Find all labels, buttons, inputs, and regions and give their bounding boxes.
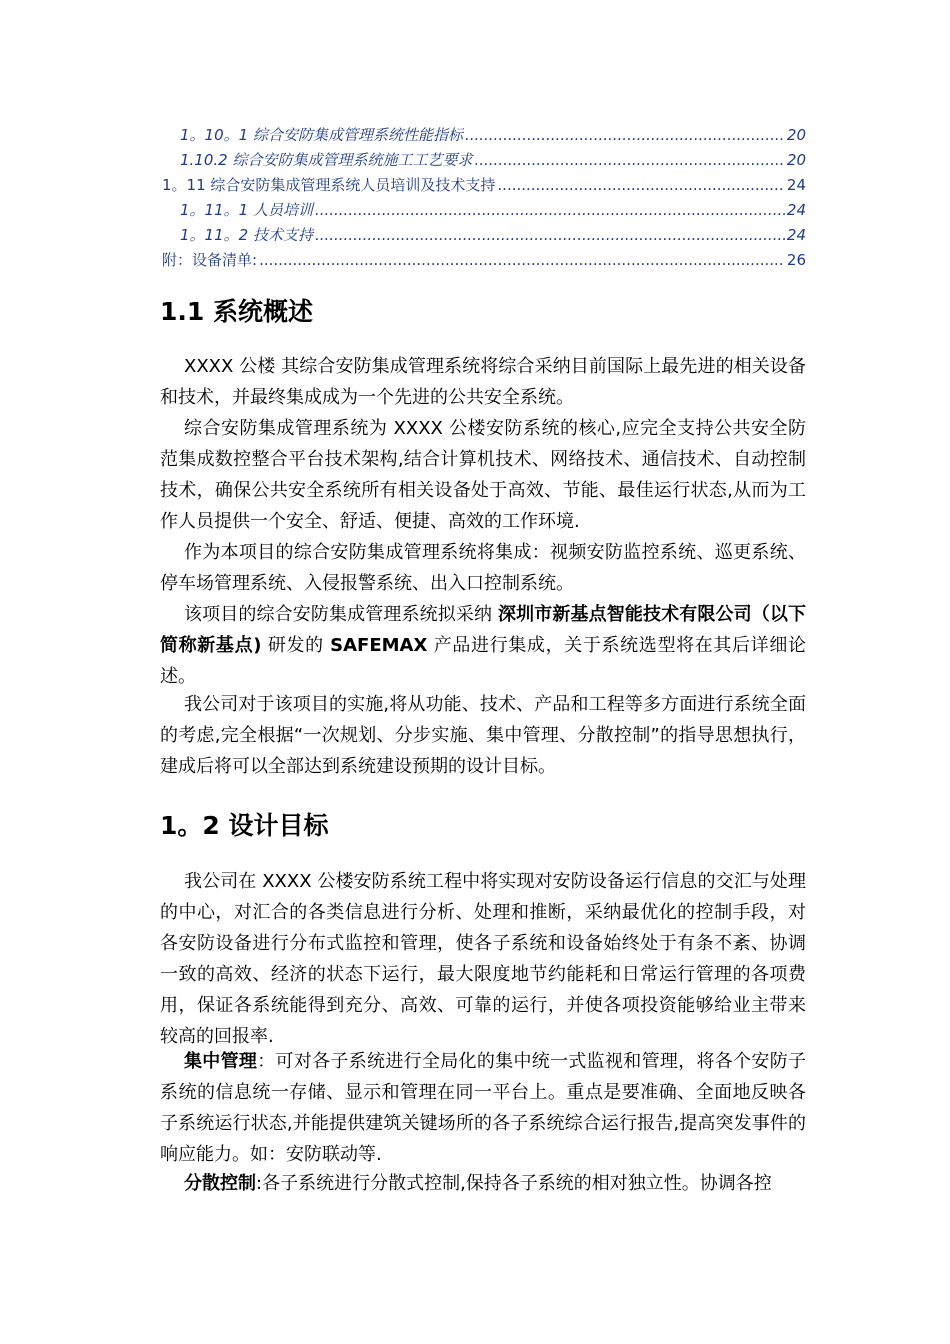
toc-entry[interactable]	[162, 124, 806, 149]
toc-leader-dots	[474, 151, 784, 169]
term-label: 分散控制	[184, 1173, 256, 1194]
paragraph-text: 研发的	[261, 635, 331, 656]
paragraph-text: ：可对各子系统进行全局化的集中统一式监视和管理，将各个安防子系统的信息统一存储、显示和管理在同一平台上。重点是要准确、全面地反映各子系统运行状态,并能提供建筑关键场所的各子系统综合运行报告,提高突发事件的响应能力。如：安防联动等.	[160, 1051, 807, 1165]
term-label: 集中管理	[184, 1051, 258, 1072]
paragraph: XXXX 公楼 其综合安防集成管理系统将综合采纳目前国际上最先进的相关设备和技术，并最终集成成为一个先进的公共安全系统。	[160, 356, 806, 408]
toc-entry-page: 24	[786, 226, 806, 244]
toc-leader-dots	[259, 251, 785, 269]
paragraph: 我公司在 XXXX 公楼安防系统工程中将实现对安防设备运行信息的交汇与处理的中心，对汇合的各类信息进行分析、处理和推断，采纳最优化的控制手段，对各安防设备进行分布式监控和管理，使各子系统和设备始终处于有条不紊、协调一致的高效、经济的状态下运行，最大限度地节约能耗和日常运行管理的各项费用，保证各系统能得到充分、高效、可靠的运行，并使各项投资能够给业主带来较高的回报率.	[160, 871, 806, 1047]
company-name: 深圳市新基点智能技术有限公司（以下简称新基点)	[160, 604, 806, 656]
section-heading: 1.1 系统概述	[160, 297, 313, 326]
toc-entry-title: 1。11。1 人员培训	[180, 201, 313, 219]
table-of-contents	[162, 124, 806, 274]
toc-leader-dots	[315, 226, 785, 244]
toc-entry[interactable]	[162, 174, 806, 199]
toc-entry-title: 1.10.2 综合安防集成管理系统施工工艺要求	[180, 151, 473, 169]
toc-entry[interactable]	[162, 199, 806, 224]
paragraph	[160, 1046, 806, 1170]
product-name: SAFEMAX	[330, 635, 428, 656]
paragraph: 综合安防集成管理系统为 XXXX 公楼安防系统的核心,应完全支持公共安全防范集成数控整合平台技术架构,结合计算机技术、网络技术、通信技术、自动控制技术，确保公共安全系统所有相关设备处于高效、节能、最佳运行状态,从而为工作人员提供一个安全、舒适、便捷、高效的工作环境.	[160, 418, 806, 532]
toc-entry-page: 24	[786, 201, 806, 219]
paragraph-text: 产品进行集成，关于系统选型将在其后详细论述。	[160, 635, 806, 687]
toc-entry-page: 26	[786, 251, 806, 269]
toc-entry-title: 附：设备清单:	[162, 251, 258, 269]
toc-leader-dots	[465, 126, 785, 144]
toc-entry-title: 1。11 综合安防集成管理系统人员培训及技术支持	[162, 176, 496, 194]
section-heading: 1。2 设计目标	[160, 811, 329, 840]
toc-entry[interactable]	[162, 149, 806, 174]
paragraph-text: 该项目的综合安防集成管理系统拟采纳	[184, 604, 498, 625]
paragraph	[160, 599, 806, 692]
paragraph	[160, 1168, 806, 1199]
toc-leader-dots	[315, 201, 785, 219]
paragraph: 我公司对于该项目的实施,将从功能、技术、产品和工程等多方面进行系统全面的考虑,完全根据“一次规划、分步实施、集中管理、分散控制”的指导思想执行，建成后将可以全部达到系统建设预期的设计目标。	[160, 694, 806, 777]
toc-entry-page: 20	[786, 126, 806, 144]
toc-entry-title: 1。10。1 综合安防集成管理系统性能指标	[180, 126, 463, 144]
toc-entry-page: 24	[786, 176, 806, 194]
paragraph-text: :各子系统进行分散式控制,保持各子系统的相对独立性。协调各控	[256, 1173, 772, 1194]
toc-entry-title: 1。11。2 技术支持	[180, 226, 313, 244]
toc-entry-page: 20	[786, 151, 806, 169]
paragraph: 作为本项目的综合安防集成管理系统将集成：视频安防监控系统、巡更系统、停车场管理系统、入侵报警系统、出入口控制系统。	[160, 542, 806, 594]
toc-entry[interactable]	[162, 224, 806, 249]
toc-entry[interactable]	[162, 249, 806, 274]
toc-leader-dots	[497, 176, 785, 194]
